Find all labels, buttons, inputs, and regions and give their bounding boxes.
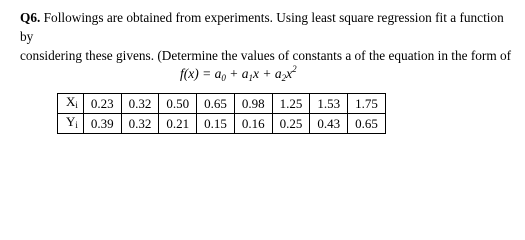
var-x: x	[286, 66, 293, 81]
y-cell: 0.43	[310, 114, 348, 134]
equation	[180, 64, 297, 83]
coef-a2-sub: 2	[281, 73, 287, 83]
question-text	[20, 8, 520, 65]
question-number: Q6.	[20, 10, 41, 25]
x-cell: 0.50	[159, 94, 197, 114]
y-label-base: Y	[66, 114, 76, 129]
x-cell: 0.65	[197, 94, 235, 114]
var-x: x	[252, 66, 259, 81]
y-cell: 0.39	[83, 114, 121, 134]
x-label-sub: i	[75, 100, 78, 110]
y-cell: 0.65	[348, 114, 386, 134]
question-line-1-text: Followings are obtained from experiments. Using least square regression fit a function by	[20, 10, 504, 44]
equals-sign: =	[198, 66, 215, 81]
y-cell: 0.25	[272, 114, 310, 134]
y-label-sub: i	[75, 120, 78, 130]
coef-a1-sub: 1	[248, 73, 253, 83]
y-cell: 0.15	[197, 114, 235, 134]
coef-a2: a	[274, 66, 282, 81]
table-row-y	[58, 114, 386, 134]
x-cell: 1.75	[348, 94, 386, 114]
plus-sign: +	[258, 66, 275, 81]
exponent: 2	[292, 64, 297, 74]
y-cell: 0.32	[121, 114, 159, 134]
x-cell: 0.98	[234, 94, 272, 114]
y-label	[58, 114, 84, 134]
data-table	[57, 93, 386, 134]
table-row-x	[58, 94, 386, 114]
coef-a0: a	[214, 66, 222, 81]
x-label-base: X	[66, 94, 76, 109]
x-cell: 0.32	[121, 94, 159, 114]
x-cell: 0.23	[83, 94, 121, 114]
x-cell: 1.53	[310, 94, 348, 114]
equation-lhs: f(x)	[180, 66, 199, 81]
coef-a0-sub: 0	[221, 73, 226, 83]
question-line-1	[20, 8, 520, 46]
question-line-2: considering these givens. (Determine the values of constants a of the equation in the form of	[20, 48, 512, 63]
x-cell: 1.25	[272, 94, 310, 114]
x-label	[58, 94, 84, 114]
y-cell: 0.21	[159, 114, 197, 134]
y-cell: 0.16	[234, 114, 272, 134]
plus-sign: +	[225, 66, 242, 81]
coef-a1: a	[241, 66, 249, 81]
